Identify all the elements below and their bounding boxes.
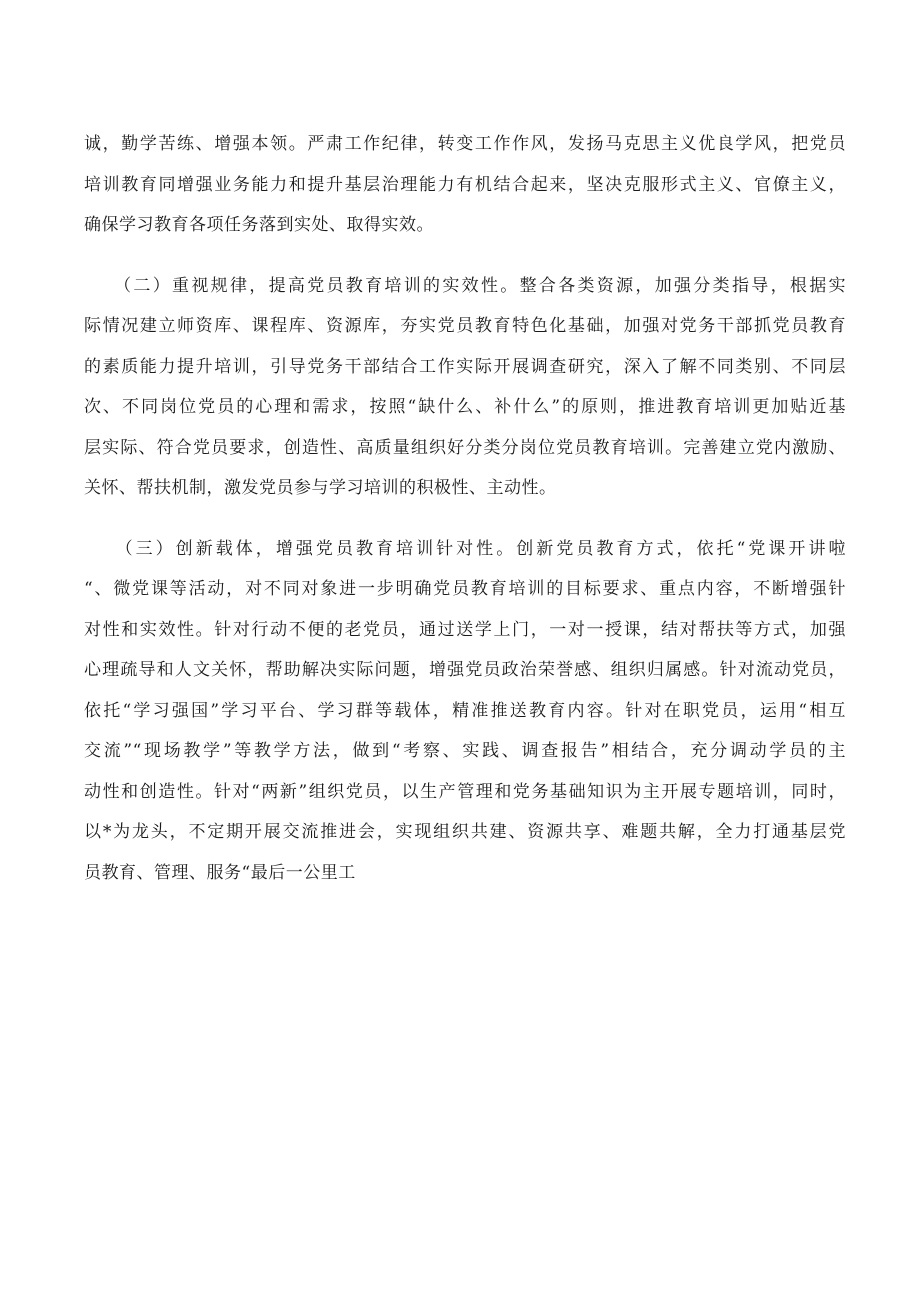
paragraph-1 <box>84 124 846 246</box>
text-line: 确保学习教育各项任务落到实处、取得实效。 <box>84 215 434 235</box>
text-line: 次、不同岗位党员的心理和需求，按照“缺什么、补什么”的原则，推进教育培训更加贴近基 <box>84 397 846 417</box>
text-line: （二）重视规律，提高党员教育培训的实效性。整合各类资源，加强分类指导，根据实 <box>84 275 846 296</box>
text-line: 的素质能力提升培训，引导党务干部结合工作实际开展调查研究，深入了解不同类别、不同层 <box>84 356 846 377</box>
text-line: 以*为龙头，不定期开展交流推进会，实现组织共建、资源共享、难题共解，全力打通基层党 <box>84 822 846 842</box>
text-line: 培训教育同增强业务能力和提升基层治理能力有机结合起来，坚决克服形式主义、官僚主义， <box>84 174 846 195</box>
text-line: 对性和实效性。针对行动不便的老党员，通过送学上门，一对一授课，结对帮扶等方式，加强 <box>84 619 846 640</box>
text-line: 层实际、符合党员要求，创造性、高质量组织好分类分岗位党员教育培训。完善建立党内激励、 <box>84 437 846 458</box>
text-line: 员教育、管理、服务“最后一公里工 <box>84 862 356 883</box>
text-line: （三）创新载体，增强党员教育培训针对性。创新党员教育方式，依托“党课开讲啦 <box>84 538 846 559</box>
text-line: 心理疏导和人文关怀，帮助解决实际问题，增强党员政治荣誉感、组织归属感。针对流动党员， <box>84 660 846 680</box>
text-line: 依托“学习强国”学习平台、学习群等载体，精准推送教育内容。针对在职党员，运用“相互 <box>84 700 846 721</box>
paragraph-spacer <box>84 246 846 266</box>
text-line: 际情况建立师资库、课程库、资源库，夯实党员教育特色化基础，加强对党务干部抓党员教育 <box>84 316 846 336</box>
text-line: “、微党课等活动，对不同对象进一步明确党员教育培训的目标要求、重点内容，不断增强针 <box>84 579 846 599</box>
paragraph-2 <box>84 266 846 509</box>
text-line: 诚，勤学苦练、增强本领。严肃工作纪律，转变工作作风，发扬马克思主义优良学风，把党员 <box>84 134 846 154</box>
document-body <box>84 124 846 893</box>
paragraph-3 <box>84 529 846 894</box>
text-line: 交流”“现场教学”等教学方法，做到“考察、实践、调查报告”相结合，充分调动学员的主 <box>84 741 846 761</box>
text-line: 关怀、帮扶机制，激发党员参与学习培训的积极性、主动性。 <box>84 478 557 498</box>
paragraph-spacer <box>84 509 846 529</box>
text-line: 动性和创造性。针对“两新”组织党员，以生产管理和党务基础知识为主开展专题培训，同时， <box>84 781 846 802</box>
